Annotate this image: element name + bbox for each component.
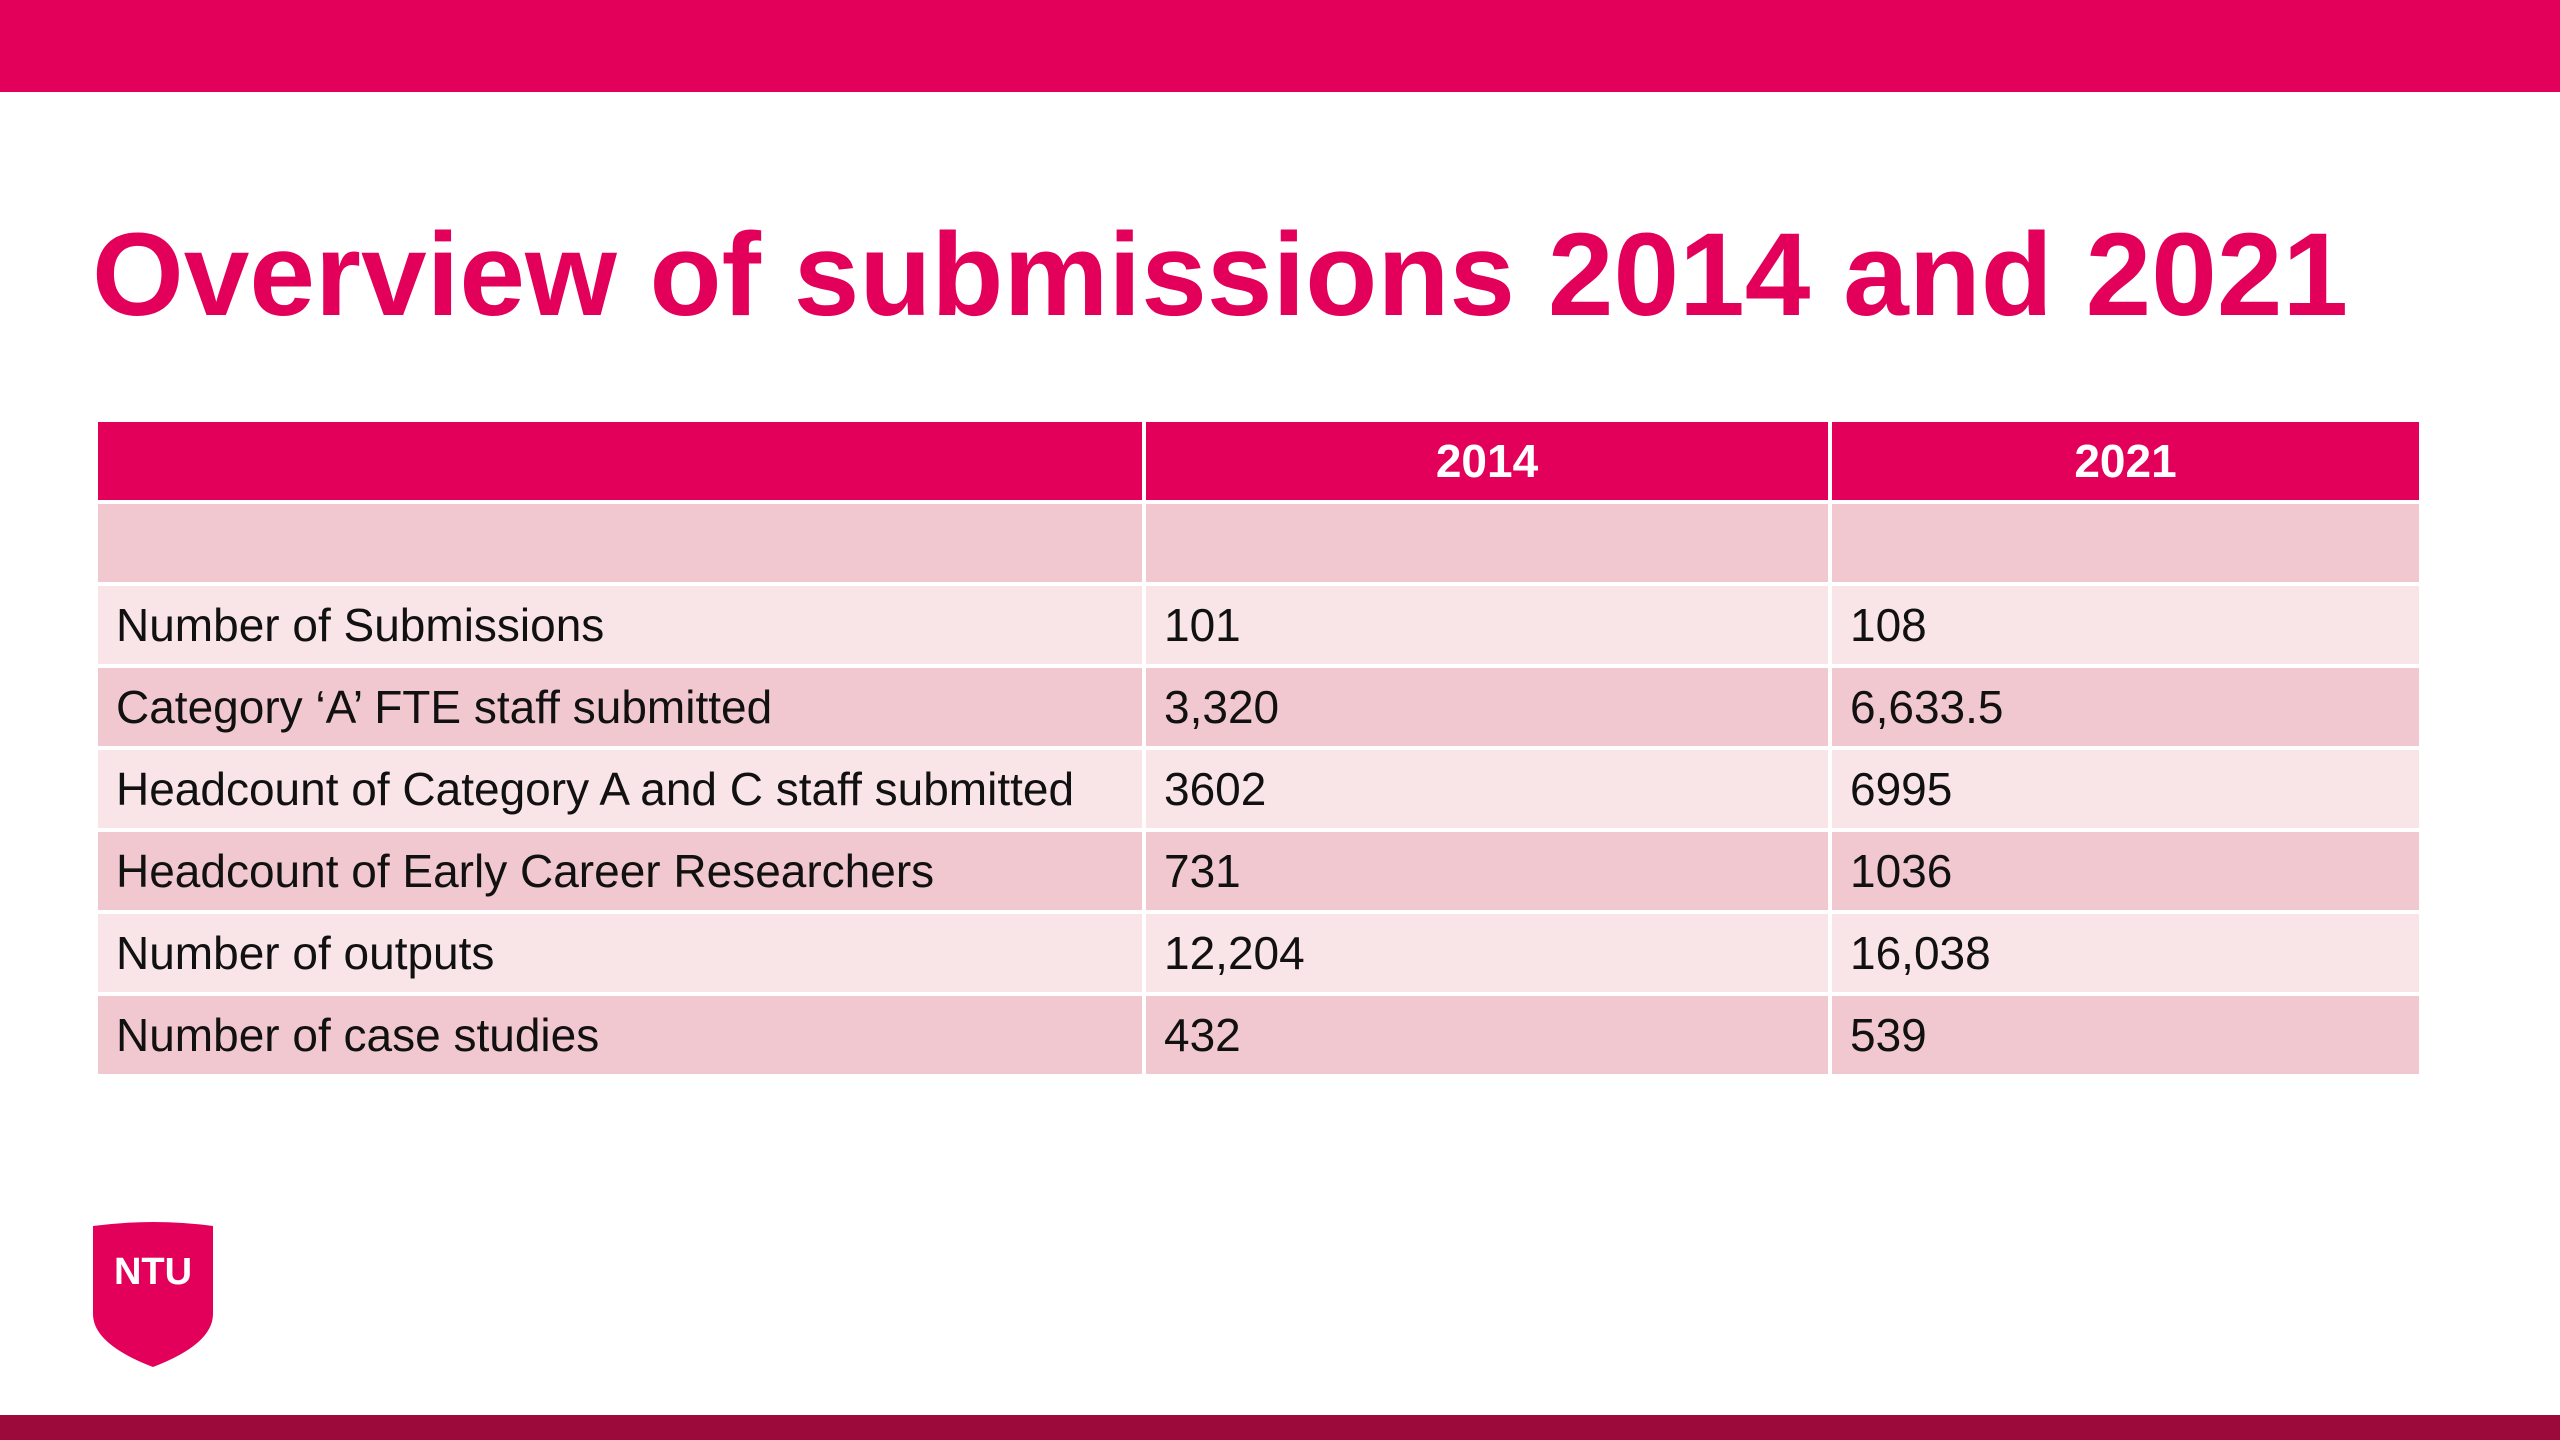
table-row <box>96 748 2421 830</box>
header-2021: 2021 <box>1830 420 2421 502</box>
table-row <box>96 994 2421 1076</box>
top-brand-bar <box>0 0 2560 92</box>
value-2014 <box>1144 502 1830 584</box>
row-label: Headcount of Early Career Researchers <box>96 830 1144 912</box>
row-label: Number of outputs <box>96 912 1144 994</box>
value-2021: 108 <box>1830 584 2421 666</box>
submissions-table <box>94 418 2423 1078</box>
logo-text: NTU <box>113 1251 193 1293</box>
bottom-brand-bar <box>0 1415 2560 1440</box>
value-2014: 731 <box>1144 830 1830 912</box>
ntu-logo <box>93 1222 213 1367</box>
value-2021: 16,038 <box>1830 912 2421 994</box>
table-row <box>96 584 2421 666</box>
row-label <box>96 502 1144 584</box>
header-label <box>96 420 1144 502</box>
table-row <box>96 502 2421 584</box>
row-label: Number of Submissions <box>96 584 1144 666</box>
table-row <box>96 666 2421 748</box>
value-2014: 12,204 <box>1144 912 1830 994</box>
value-2021: 539 <box>1830 994 2421 1076</box>
header-2014: 2014 <box>1144 420 1830 502</box>
value-2014: 3602 <box>1144 748 1830 830</box>
value-2021: 1036 <box>1830 830 2421 912</box>
table-row <box>96 912 2421 994</box>
value-2014: 101 <box>1144 584 1830 666</box>
row-label: Category ‘A’ FTE staff submitted <box>96 666 1144 748</box>
value-2014: 3,320 <box>1144 666 1830 748</box>
table-row <box>96 830 2421 912</box>
value-2021: 6,633.5 <box>1830 666 2421 748</box>
value-2021: 6995 <box>1830 748 2421 830</box>
row-label: Headcount of Category A and C staff submitted <box>96 748 1144 830</box>
value-2021 <box>1830 502 2421 584</box>
value-2014: 432 <box>1144 994 1830 1076</box>
row-label: Number of case studies <box>96 994 1144 1076</box>
table-header-row <box>96 420 2421 502</box>
slide-title: Overview of submissions 2014 and 2021 <box>92 209 2349 341</box>
